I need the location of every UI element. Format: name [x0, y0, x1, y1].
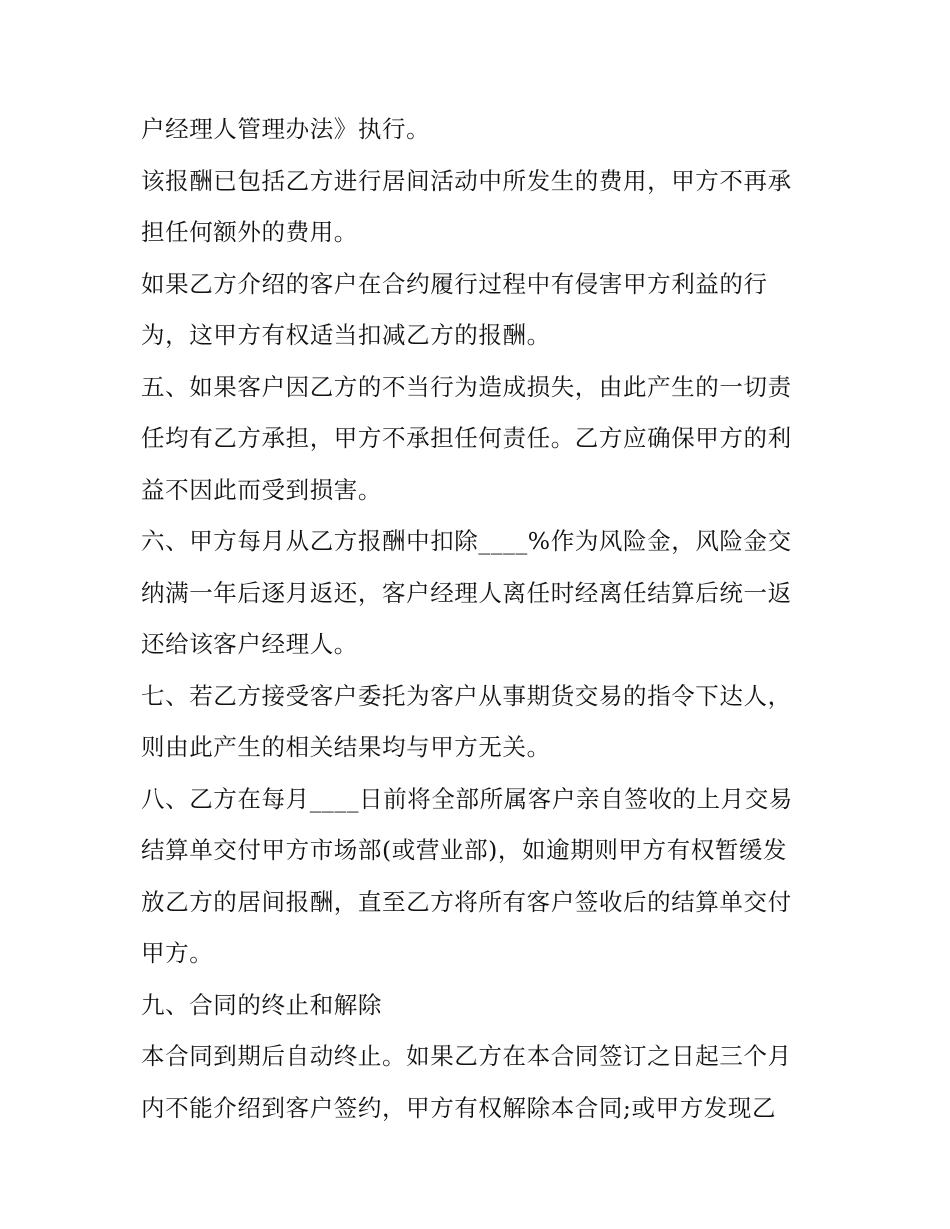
text-line: 还给该客户经理人。 [141, 630, 358, 658]
text-line: 内不能介绍到客户签约，甲方有权解除本合同;或甲方发现乙 [141, 1094, 777, 1122]
text-line: 结算单交付甲方市场部(或营业部)，如逾期则甲方有权暂缓发 [141, 836, 788, 864]
text-line: 七、若乙方接受客户委托为客户从事期货交易的指令下达人， [141, 682, 792, 710]
text-line: 甲方。 [141, 939, 214, 967]
text-line: 本合同到期后自动终止。如果乙方在本合同签订之日起三个月 [141, 1042, 792, 1070]
text-line: 九、合同的终止和解除 [141, 991, 382, 1019]
text-line: 则由此产生的相关结果均与甲方无关。 [141, 733, 551, 761]
text-line: 八、乙方在每月____日前将全部所属客户亲自签收的上月交易 [141, 785, 793, 813]
text-line: 如果乙方介绍的客户在合约履行过程中有侵害甲方利益的行 [141, 270, 768, 298]
text-line: 益不因此而受到损害。 [141, 476, 382, 504]
text-line: 为，这甲方有权适当扣减乙方的报酬。 [141, 321, 551, 349]
text-line: 该报酬已包括乙方进行居间活动中所发生的费用，甲方不再承 [141, 167, 792, 195]
text-line: 六、甲方每月从乙方报酬中扣除____%作为风险金，风险金交 [141, 527, 792, 555]
text-line: 放乙方的居间报酬，直至乙方将所有客户签收后的结算单交付 [141, 888, 792, 916]
text-line: 任均有乙方承担，甲方不承担任何责任。乙方应确保甲方的利 [141, 424, 792, 452]
text-line: 纳满一年后逐月返还，客户经理人离任时经离任结算后统一返 [141, 579, 792, 607]
text-line: 户经理人管理办法》执行。 [141, 115, 431, 143]
text-line: 五、如果客户因乙方的不当行为造成损失，由此产生的一切责 [141, 373, 792, 401]
text-line: 担任何额外的费用。 [141, 218, 358, 246]
